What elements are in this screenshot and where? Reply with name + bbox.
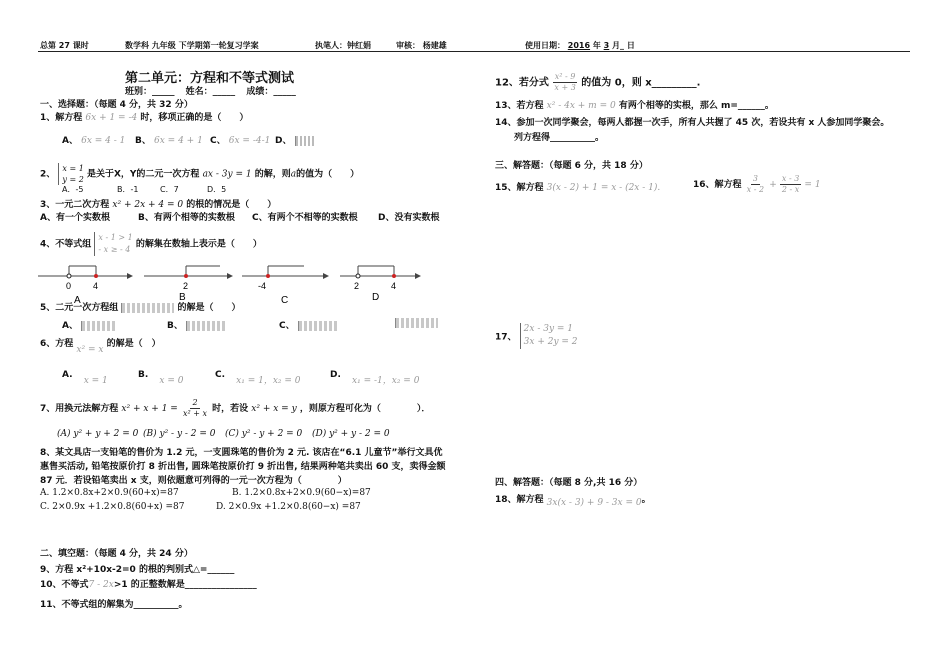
q1-option-a: A、 6x = 4 - 1 (62, 136, 126, 146)
question-5: 5、二元一次方程组 的解是（ ） (40, 303, 241, 313)
q5-option-d (395, 318, 438, 329)
q2-option-d: D．5 (207, 185, 227, 194)
question-14-line-1: 14、参加一次同学聚会，每两人都握一次手，所有人共握了 45 次，若设共有 x 人参加同学聚会。 (495, 118, 890, 128)
q8-option-c: C. 2×0.9x +1.2×0.8(60+x) =87 (40, 502, 185, 512)
q7-fraction: $\frac{2}{\text{x² + x}}$ (182, 398, 207, 418)
number-line-b[interactable] (144, 266, 232, 303)
number-line-c[interactable] (242, 266, 328, 306)
q8-option-d: D. 2×0.9x +1.2×0.8(60−x) =87 (216, 502, 361, 512)
q12-fraction: $\frac{\text{x² - 9}}{x + 3}$ (554, 72, 576, 92)
question-4: 4、不等式组 x - 1 > 1 - x ≥ - 4 的解集在数轴上表示是（ ） (40, 233, 262, 254)
number-line-a-label: A (74, 295, 81, 306)
question-11: 11、不等式组的解集为__________。 (40, 600, 188, 610)
q16-fraction-1: $\frac{3}{x - 2}$ (746, 174, 765, 194)
q17-system: 2x - 3y = 1 3x + 2y = 2 (520, 323, 578, 349)
number-line-a-tick-4: 4 (93, 281, 99, 291)
number-line-c-label: C (281, 295, 289, 306)
q7-option-d: (D) y² + y - 2 = 0 (312, 429, 390, 439)
q8-option-b: B. 1.2×0.8x+2×0.9(60−x)=87 (232, 488, 371, 498)
number-line-c-tick-neg4: -4 (258, 281, 267, 291)
number-line-b-tick-2: 2 (183, 281, 189, 291)
q4-system: x - 1 > 1 - x ≥ - 4 (94, 232, 132, 256)
question-16: 16、解方程 $\frac{3}{x - 2}$ + $\frac{x - 3}{2 - x}$ = 1 (693, 174, 821, 194)
number-line-d-label: D (372, 292, 380, 303)
question-8-line-1: 8、某文具店一支铅笔的售价为 1.2 元，一支圆珠笔的售价为 2 元. 该店在“6.1 儿童节”举行文具优 (40, 448, 443, 458)
q5-option-a: A、 (62, 318, 116, 331)
question-7: 7、用换元法解方程 x² + x + 1 = $\frac{2}{\text{x² + x}}$ 时，若设 x² + x = y ，则原方程可化为（ ）． (40, 398, 431, 418)
q1-option-d-garbled-formula (295, 136, 314, 146)
q5-option-a-garbled (81, 321, 116, 331)
q3-option-c: C、有两个不相等的实数根 (252, 213, 358, 223)
question-8-line-3: 87 元．若设铅笔卖出 x 支，则依题意可列得的一元一次方程为（ ） (40, 476, 347, 486)
question-18: 18、解方程 3x(x - 3) + 9 - 3x = 0。 (495, 495, 651, 508)
question-2: 2、 x = 1 y = 2 是关于X，Y的二元一次方程 ax - 3y = 1 的解，则a的值为（ ） (40, 164, 360, 184)
question-14-line-2: 列方程得__________。 (514, 133, 605, 143)
page-title: 第二单元：方程和不等式测试 (125, 71, 295, 86)
q5-option-d-garbled (395, 318, 438, 328)
q6-option-a: A. x = 1 (62, 370, 108, 386)
section-1-heading: 一、选择题：（每题 4 分，共 32 分） (40, 100, 193, 110)
q3-option-d: D、没有实数根 (378, 213, 440, 223)
number-line-b-label: B (179, 292, 186, 303)
section-3-heading: 三、解答题：（每题 6 分，共 18 分） (495, 161, 648, 171)
number-line-d[interactable] (340, 266, 420, 303)
question-12: 12、若分式 $\frac{\text{x² - 9}}{x + 3}$ 的值为 0，则 x_________. (495, 72, 701, 92)
q2-option-b: B．-1 (117, 185, 139, 194)
lesson-number: 总第 27 课时 (40, 41, 89, 50)
question-6: 6、方程 x² = x 的解是（ ） (40, 339, 161, 355)
q5-garbled-system (121, 303, 174, 313)
question-17: 17、 2x - 3y = 1 3x + 2y = 2 (495, 324, 578, 347)
q2-option-c: C．7 (160, 185, 179, 194)
q1-option-c: C、 6x = -4-1 (210, 136, 271, 146)
q3-option-a: A、有一个实数根 (40, 213, 110, 223)
section-2-heading: 二、填空题：（每题 4 分，共 24 分） (40, 549, 193, 559)
q5-option-b-garbled (186, 321, 227, 331)
usage-date: 使用日期： 2016 年 3 月_ 日 (525, 41, 635, 50)
question-3: 3、一元二次方程 x² + 2x + 4 = 0 的根的情况是（ ） (40, 200, 277, 210)
q3-option-b: B、有两个相等的实数根 (138, 213, 235, 223)
subject-line: 数学科 九年级 下学期第一轮复习学案 (125, 41, 259, 50)
q5-option-c: C、 (279, 318, 337, 331)
q7-option-a: (A) y² + y + 2 = 0 (57, 429, 139, 439)
q2-option-a: A．-5 (62, 185, 84, 194)
q5-option-c-garbled (298, 321, 337, 331)
q6-option-b: B. x = 0 (138, 370, 184, 386)
number-line-d-tick-4: 4 (391, 281, 397, 291)
section-4-heading: 四、解答题：（每题 8 分,共 16 分） (495, 478, 643, 488)
number-line-a-tick-0: 0 (66, 281, 72, 291)
q2-system: x = 1 y = 2 (58, 163, 83, 185)
question-15: 15、解方程 3(x - 2) + 1 = x - (2x - 1). (495, 183, 661, 193)
number-line-d-tick-2: 2 (354, 281, 360, 291)
reviewer: 审核： 杨建雄 (396, 41, 447, 50)
q7-option-c: (C) y² - y + 2 = 0 (225, 429, 303, 439)
q8-option-a: A. 1.2×0.8x+2×0.9(60+x)=87 (40, 488, 179, 498)
question-10: 10、不等式7 - 2x>1 的正整数解是________________ (40, 580, 257, 590)
question-9: 9、方程 x²+10x-2=0 的根的判别式△=______ (40, 565, 235, 575)
header-rule (38, 51, 910, 52)
question-13: 13、若方程 x² - 4x + m = 0 有两个相等的实根，那么 m=______。 (495, 101, 774, 111)
student-info: 班别：_____ 姓名：_____ 成绩：_____ (125, 87, 296, 97)
question-8-line-2: 惠售买活动, 铅笔按原价打 8 折出售, 圆珠笔按原价打 9 折出售, 结果两种笔共卖出 60 支，卖得金额 (40, 462, 446, 472)
question-1: 1、解方程 6x + 1 = -4 时，移项正确的是（ ） (40, 113, 249, 123)
q7-option-b: (B) y² - y - 2 = 0 (143, 429, 216, 439)
q1-option-d: D、 (275, 133, 314, 146)
q6-option-d: D. x₁ = -1，x₂ = 0 (330, 370, 420, 386)
q1-option-b: B、 6x = 4 + 1 (135, 136, 203, 146)
q6-option-c: C. x₁ = 1，x₂ = 0 (215, 370, 301, 386)
q16-fraction-2: $\frac{x - 3}{2 - x}$ (781, 174, 800, 194)
q5-option-b: B、 (167, 318, 227, 331)
author: 执笔人：钟红娟 (315, 41, 371, 50)
